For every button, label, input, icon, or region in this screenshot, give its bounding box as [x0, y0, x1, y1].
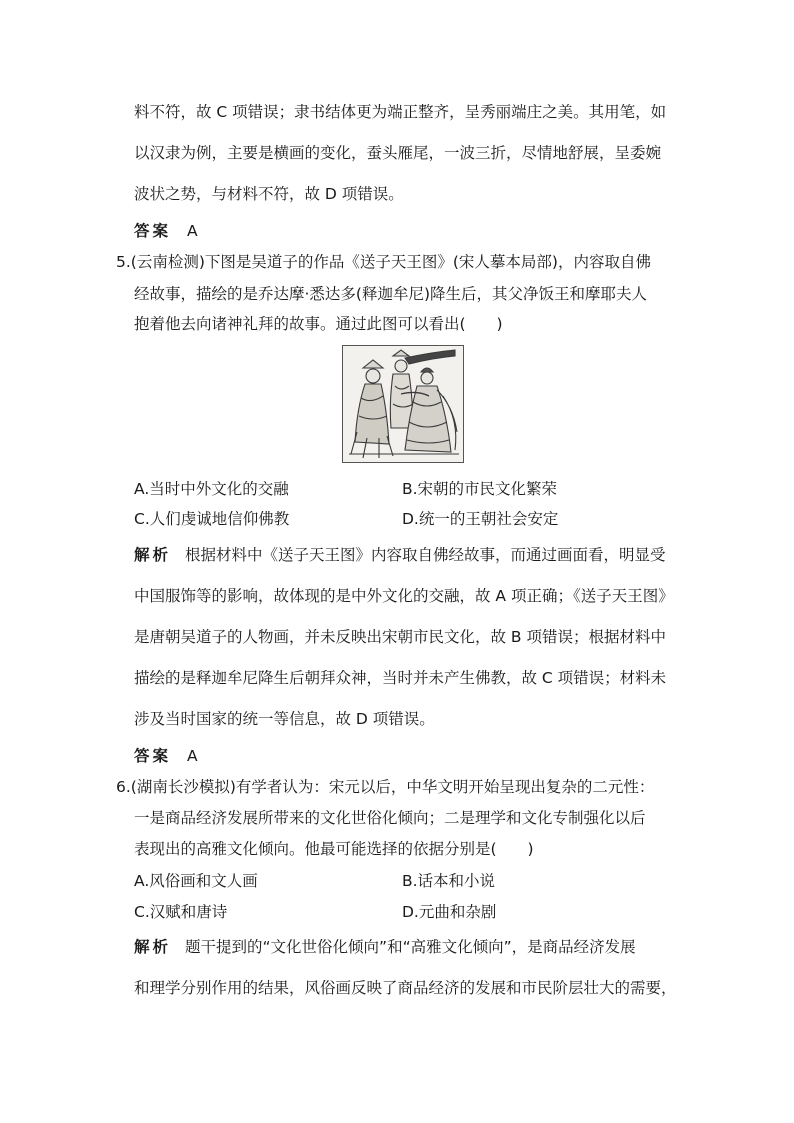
- q6-option-c: C.汉赋和唐诗: [134, 903, 228, 921]
- q5-option-d: D.统一的王朝社会安定: [402, 510, 559, 528]
- q5-analysis-line: 描绘的是释迦牟尼降生后朝拜众神，当时并未产生佛教，故 C 项错误；材料未: [134, 669, 667, 687]
- q6-stem-line: 6.(湖南长沙模拟)有学者认为：宋元以后，中华文明开始呈现出复杂的二元性：: [116, 778, 655, 796]
- q4-answer: [134, 221, 198, 241]
- analysis-text: 根据材料中《送子天王图》内容取自佛经故事，而通过画面看，明显受: [185, 546, 666, 564]
- q5-option-c: C.人们虔诚地信仰佛教: [134, 510, 290, 528]
- q6-option-b: B.话本和小说: [402, 872, 496, 890]
- q6-analysis-line: [134, 937, 636, 957]
- painting-figures-image: [343, 346, 463, 462]
- text-line: 料不符，故 C 项错误；隶书结体更为端正整齐，呈秀丽端庄之美。其用笔，如: [134, 103, 667, 121]
- q5-stem-line: 5.(云南检测)下图是吴道子的作品《送子天王图》(宋人摹本局部)，内容取自佛: [116, 253, 651, 271]
- answer-value: A: [187, 747, 198, 765]
- q6-analysis-line: 和理学分别作用的结果，风俗画反映了商品经济的发展和市民阶层壮大的需要，: [134, 979, 677, 997]
- q5-analysis-line: [134, 545, 666, 565]
- q5-analysis-line: 中国服饰等的影响，故体现的是中外文化的交融，故 A 项正确；《送子天王图》: [134, 587, 674, 605]
- q6-stem-line: 一是商品经济发展所带来的文化世俗化倾向；二是理学和文化专制强化以后: [134, 809, 646, 827]
- analysis-label: 解析: [134, 938, 172, 956]
- q6-stem-line: 表现出的高雅文化倾向。他最可能选择的依据分别是( ): [134, 840, 534, 858]
- text-line: 波状之势，与材料不符，故 D 项错误。: [134, 185, 404, 203]
- q5-option-b: B.宋朝的市民文化繁荣: [402, 480, 558, 498]
- analysis-label: 解析: [134, 546, 172, 564]
- q5-option-a: A.当时中外文化的交融: [134, 480, 289, 498]
- answer-label: 答案: [134, 747, 172, 765]
- q5-analysis-line: 涉及当时国家的统一等信息，故 D 项错误。: [134, 710, 435, 728]
- q5-stem-line: 经故事，描绘的是乔达摩·悉达多(释迦牟尼)降生后，其父净饭王和摩耶夫人: [134, 285, 648, 303]
- answer-value: A: [187, 222, 198, 240]
- q5-answer: [134, 746, 198, 766]
- q6-option-a: A.风俗画和文人画: [134, 872, 258, 890]
- analysis-text: 题干提到的“文化世俗化倾向”和“高雅文化倾向”，是商品经济发展: [185, 938, 636, 956]
- q5-analysis-line: 是唐朝吴道子的人物画，并未反映出宋朝市民文化，故 B 项错误；根据材料中: [134, 628, 666, 646]
- q6-option-d: D.元曲和杂剧: [402, 903, 497, 921]
- q5-stem-line: 抱着他去向诸神礼拜的故事。通过此图可以看出( ): [134, 315, 503, 333]
- answer-label: 答案: [134, 222, 172, 240]
- text-line: 以汉隶为例，主要是横画的变化，蚕头雁尾，一波三折，尽情地舒展，呈委婉: [134, 144, 662, 162]
- painting-illustration: [342, 345, 464, 463]
